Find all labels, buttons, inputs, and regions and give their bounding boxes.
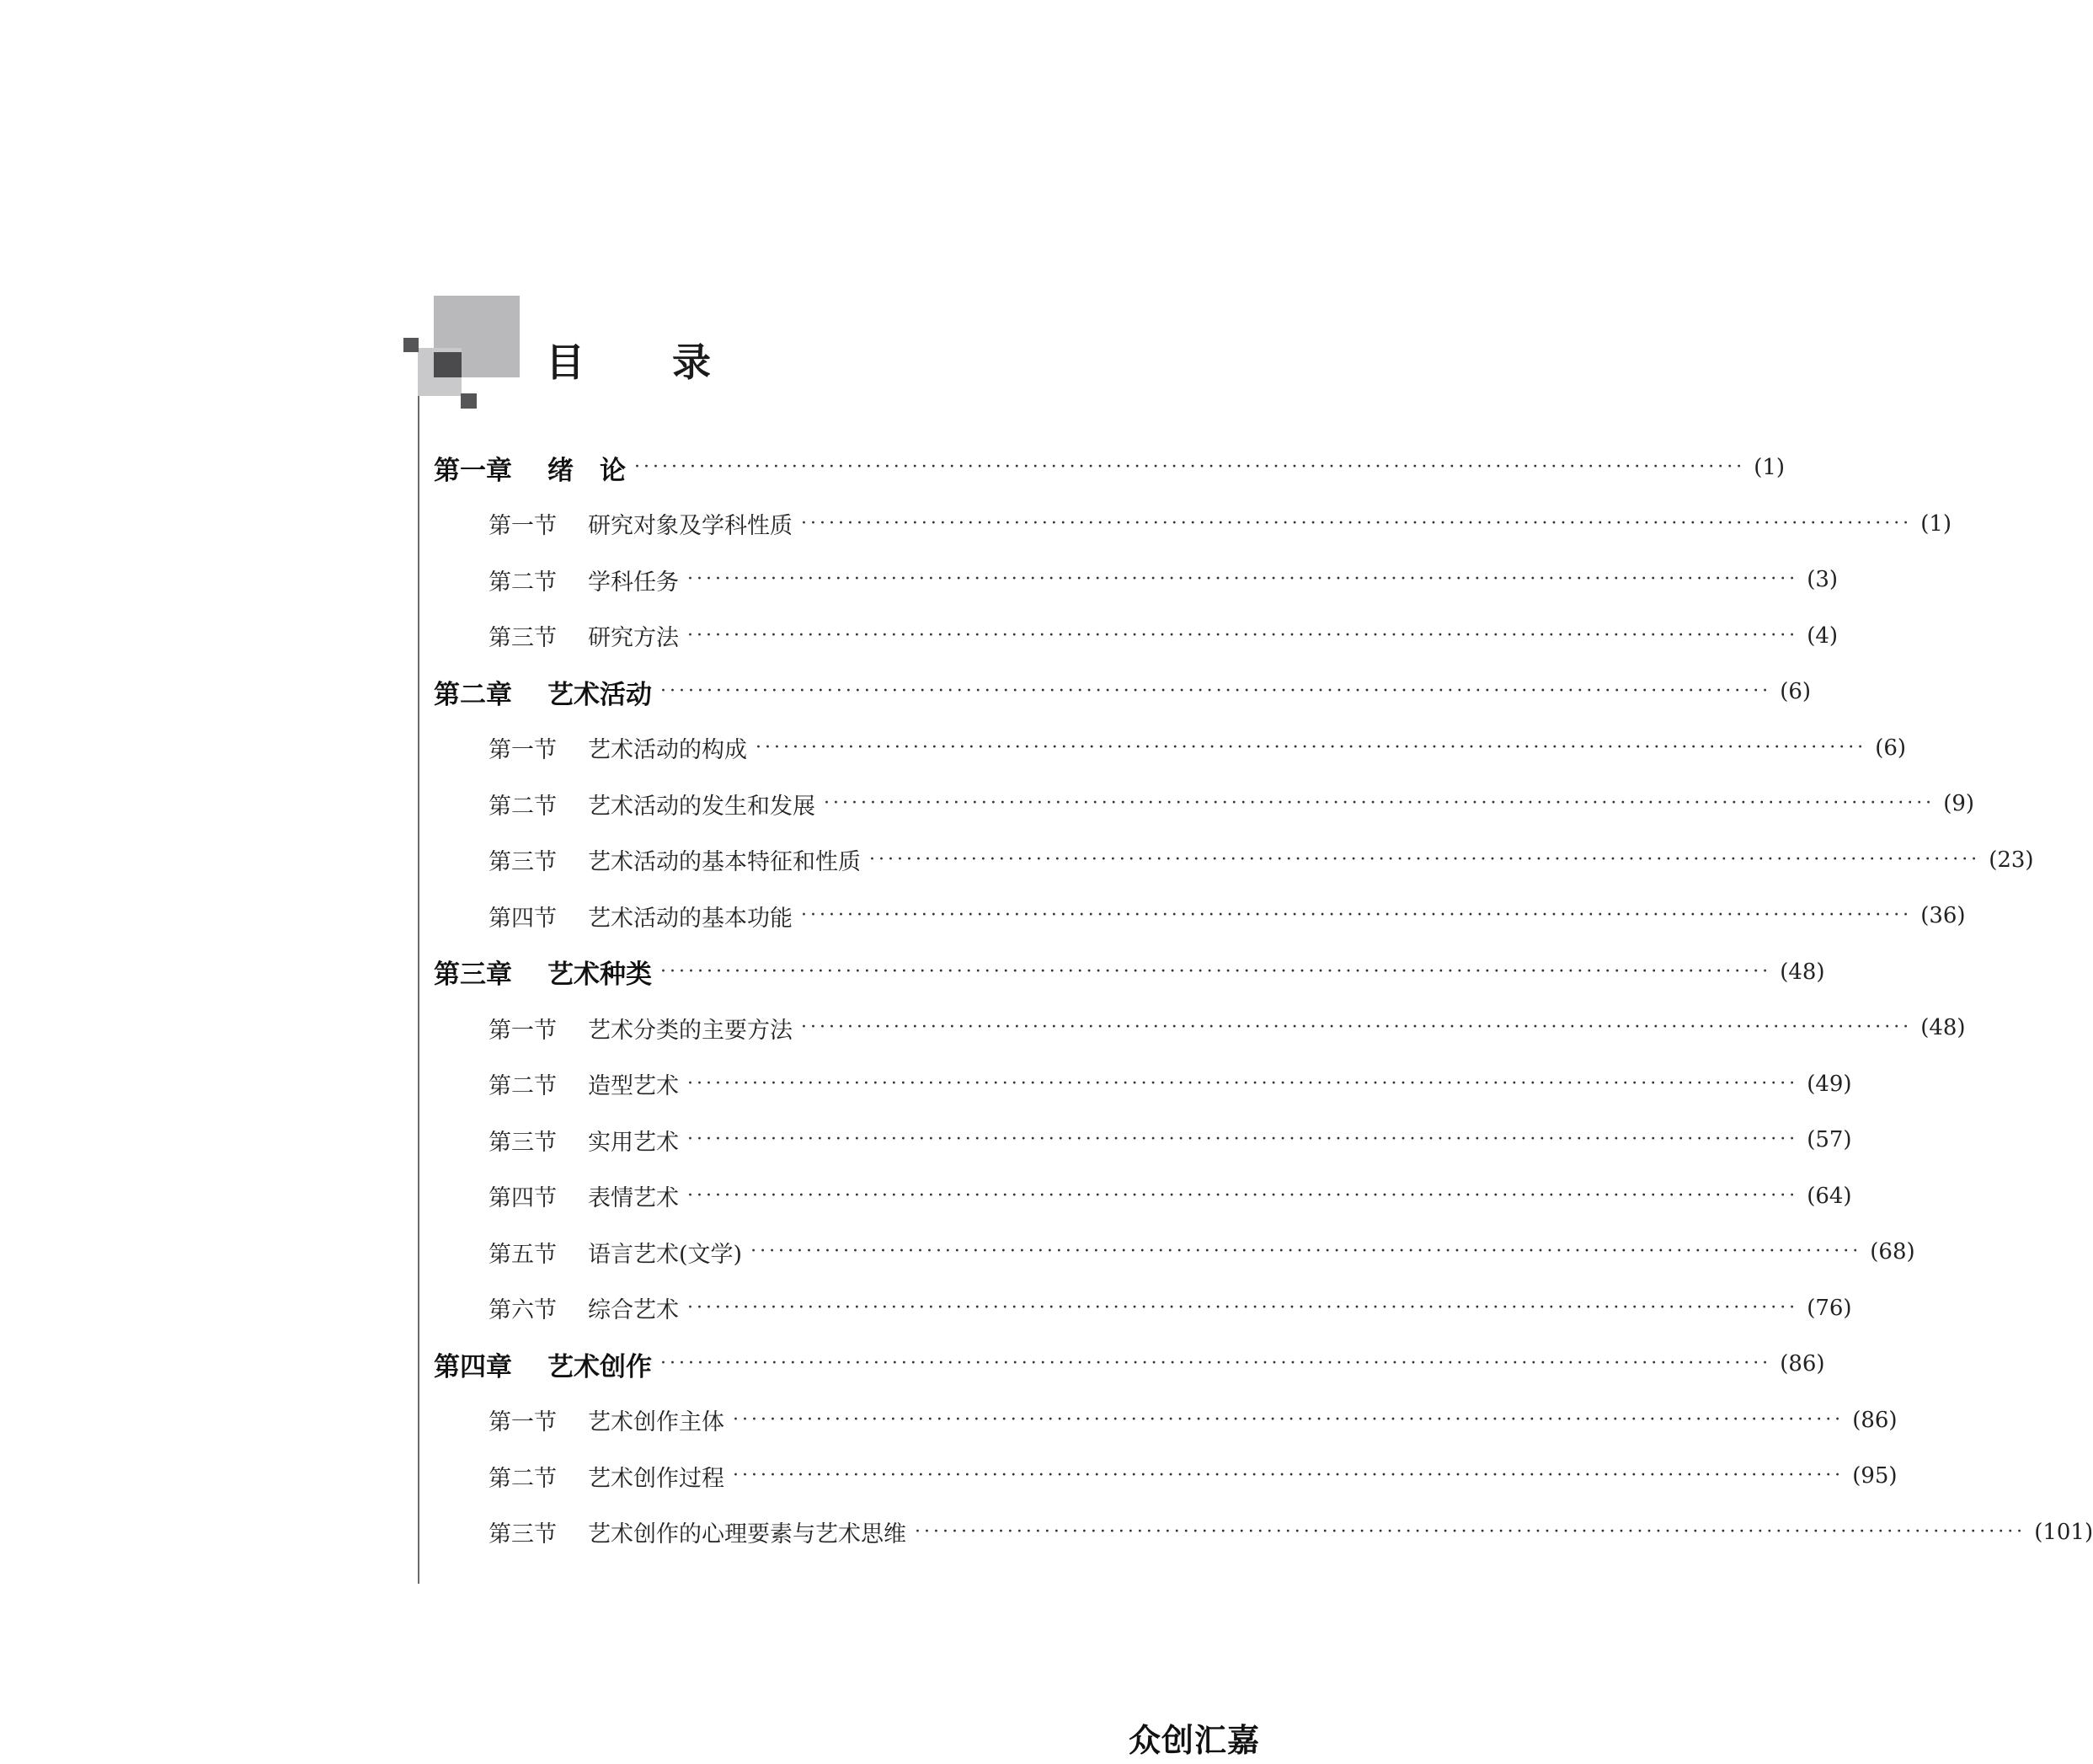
watermark-logo: 众创汇嘉 xyxy=(1128,1722,1260,1759)
dot-leader: ························································································································ xyxy=(801,905,1913,926)
dot-leader: ························································································································ xyxy=(687,1184,1799,1206)
entry-title: 语言艺术(文学) xyxy=(588,1241,743,1268)
dot-leader: ························································································································ xyxy=(801,512,1913,534)
decorative-square-dark xyxy=(434,352,462,377)
entry-number: 第二节 xyxy=(489,1465,557,1492)
entry-number: 第四节 xyxy=(489,1185,557,1211)
dot-leader: ························································································································ xyxy=(660,681,1772,702)
dot-leader: ························································································································ xyxy=(687,1129,1799,1150)
margin-rule xyxy=(418,396,419,1584)
entry-number: 第五节 xyxy=(489,1241,557,1268)
entry-number: 第三节 xyxy=(489,849,557,875)
dot-leader: ························································································································ xyxy=(801,1017,1913,1038)
entry-title: 绪 论 xyxy=(547,455,626,486)
entry-title: 研究对象及学科性质 xyxy=(588,513,793,539)
entry-number: 第一节 xyxy=(489,737,557,763)
page-number: (23) xyxy=(1989,847,2034,873)
entry-label xyxy=(489,900,793,933)
entry-title: 艺术活动的发生和发展 xyxy=(588,793,815,820)
entry-number: 第四节 xyxy=(489,905,557,932)
dot-leader: ························································································································ xyxy=(750,1241,1862,1262)
entry-number: 第一节 xyxy=(489,513,557,539)
entry-title: 艺术活动的基本特征和性质 xyxy=(588,849,861,875)
entry-label xyxy=(489,1403,724,1436)
toc-section-entry[interactable] xyxy=(434,615,1839,657)
entry-title: 艺术活动的构成 xyxy=(588,737,747,763)
toc-chapter-entry[interactable] xyxy=(434,446,1786,489)
dot-leader: ························································································································ xyxy=(687,1296,1799,1318)
entry-number: 第三节 xyxy=(489,625,557,651)
dot-leader: ························································································································ xyxy=(869,848,1981,870)
page-number: (57) xyxy=(1807,1127,1852,1152)
toc-section-entry[interactable] xyxy=(434,1511,2093,1553)
entry-title: 艺术创作 xyxy=(547,1351,652,1382)
dot-leader: ························································································································ xyxy=(687,569,1799,590)
entry-label xyxy=(489,1515,906,1548)
entry-title: 学科任务 xyxy=(588,569,679,596)
entry-title: 艺术创作过程 xyxy=(588,1465,724,1492)
page-number: (3) xyxy=(1807,567,1839,592)
dot-leader: ························································································································ xyxy=(733,1409,1845,1430)
entry-label xyxy=(489,619,679,652)
page-number: (48) xyxy=(1920,1015,1966,1040)
entry-title: 造型艺术 xyxy=(588,1073,679,1099)
toc-section-entry[interactable] xyxy=(434,1287,1852,1329)
entry-label xyxy=(489,1236,742,1269)
page-number: (76) xyxy=(1807,1295,1852,1321)
dot-leader: ························································································································ xyxy=(660,960,1772,982)
page-number: (9) xyxy=(1943,791,1975,816)
toc-section-entry[interactable] xyxy=(434,895,1966,937)
dot-leader: ························································································································ xyxy=(824,793,1935,814)
decorative-square-small xyxy=(403,338,419,352)
entry-title: 艺术活动的基本功能 xyxy=(588,905,793,932)
toc-chapter-entry[interactable] xyxy=(434,1343,1825,1385)
entry-label xyxy=(489,1067,679,1100)
entry-title: 艺术种类 xyxy=(547,960,652,990)
toc-chapter-entry[interactable] xyxy=(434,671,1812,713)
dot-leader: ························································································································ xyxy=(756,736,1867,758)
page-number: (86) xyxy=(1780,1351,1825,1376)
page-number: (6) xyxy=(1780,679,1812,704)
page-number: (64) xyxy=(1807,1183,1852,1209)
entry-number: 第二节 xyxy=(489,569,557,596)
toc-section-entry[interactable] xyxy=(434,503,1952,545)
page-number: (68) xyxy=(1870,1239,1915,1264)
page-number: (6) xyxy=(1875,735,1907,761)
toc-chapter-entry[interactable] xyxy=(434,951,1825,993)
entry-label xyxy=(489,564,679,596)
entry-label xyxy=(489,731,747,764)
entry-label xyxy=(434,449,626,487)
toc-section-entry[interactable] xyxy=(434,559,1839,601)
page-number: (86) xyxy=(1852,1407,1898,1433)
entry-number: 第一节 xyxy=(489,1017,557,1044)
toc-section-entry[interactable] xyxy=(434,1175,1852,1217)
dot-leader: ························································································································ xyxy=(733,1465,1845,1486)
entry-number: 第三节 xyxy=(489,1129,557,1156)
page-number: (4) xyxy=(1807,623,1839,649)
entry-label xyxy=(434,1345,652,1383)
entry-title: 艺术活动 xyxy=(547,679,652,710)
toc-section-entry[interactable] xyxy=(434,1063,1852,1105)
entry-label xyxy=(434,953,652,991)
decorative-square-small xyxy=(461,393,477,409)
entry-number: 第四章 xyxy=(434,1351,512,1382)
toc-section-entry[interactable] xyxy=(434,1399,1898,1441)
toc-section-entry[interactable] xyxy=(434,1119,1852,1161)
page-number: (1) xyxy=(1754,455,1786,480)
dot-leader: ························································································································ xyxy=(687,1072,1799,1094)
dot-leader: ························································································································ xyxy=(915,1521,2026,1542)
entry-label xyxy=(489,507,793,540)
dot-leader: ························································································································ xyxy=(687,624,1799,646)
entry-number: 第三节 xyxy=(489,1521,557,1548)
entry-title: 表情艺术 xyxy=(588,1185,679,1211)
entry-number: 第二节 xyxy=(489,793,557,820)
page-number: (36) xyxy=(1920,903,1966,928)
toc-section-entry[interactable] xyxy=(434,727,1907,769)
page-number: (1) xyxy=(1920,510,1952,537)
entry-label xyxy=(489,1179,679,1212)
page-number: (101) xyxy=(2034,1519,2093,1545)
entry-title: 艺术分类的主要方法 xyxy=(588,1017,793,1044)
entry-number: 第六节 xyxy=(489,1297,557,1323)
page-title xyxy=(546,332,711,388)
dot-leader: ························································································································ xyxy=(660,1353,1772,1374)
entry-label xyxy=(489,788,815,821)
toc-section-entry[interactable] xyxy=(434,839,2034,881)
entry-title: 艺术创作的心理要素与艺术思维 xyxy=(588,1521,906,1548)
entry-label xyxy=(434,673,652,711)
entry-number: 第二节 xyxy=(489,1073,557,1099)
entry-number: 第二章 xyxy=(434,679,512,710)
page-number: (95) xyxy=(1852,1463,1898,1489)
toc-section-entry[interactable] xyxy=(434,783,1975,825)
page-number: (48) xyxy=(1780,959,1825,985)
entry-title: 综合艺术 xyxy=(588,1297,679,1323)
toc-section-entry[interactable] xyxy=(434,1231,1915,1273)
entry-label xyxy=(489,1291,679,1324)
entry-label xyxy=(489,843,861,876)
entry-label xyxy=(489,1124,679,1157)
title-char: 目 xyxy=(546,339,585,385)
entry-title: 艺术创作主体 xyxy=(588,1409,724,1435)
entry-number: 第一节 xyxy=(489,1409,557,1435)
entry-title: 实用艺术 xyxy=(588,1129,679,1156)
entry-number: 第一章 xyxy=(434,455,512,486)
entry-number: 第三章 xyxy=(434,960,512,990)
entry-label xyxy=(489,1012,793,1045)
entry-label xyxy=(489,1460,724,1493)
entry-title: 研究方法 xyxy=(588,625,679,651)
page-number: (49) xyxy=(1807,1071,1852,1097)
title-char: 录 xyxy=(672,339,711,385)
toc-section-entry[interactable] xyxy=(434,1007,1966,1049)
dot-leader: ························································································································ xyxy=(634,457,1746,478)
toc-section-entry[interactable] xyxy=(434,1455,1898,1497)
